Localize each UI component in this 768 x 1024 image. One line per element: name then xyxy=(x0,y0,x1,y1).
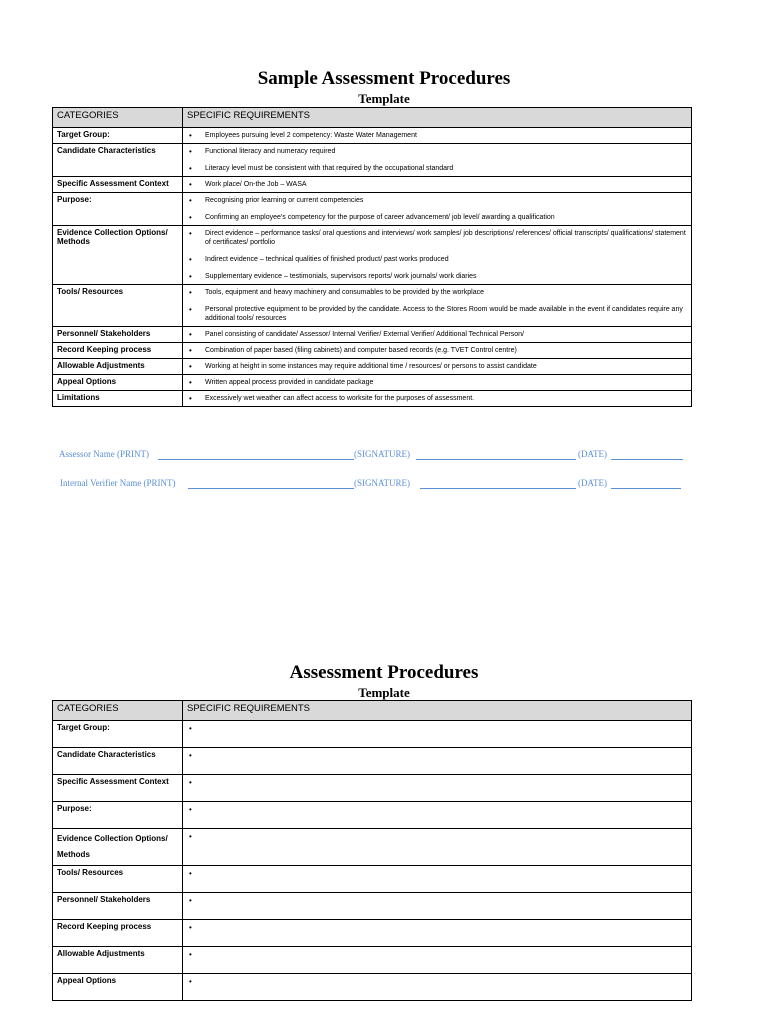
assessor-name-label: Assessor Name (PRINT) xyxy=(59,449,149,459)
table-row xyxy=(53,920,692,947)
blank-procedures-table xyxy=(52,700,692,1001)
verifier-name-field[interactable] xyxy=(188,478,354,489)
requirement-bullet: • Personal protective equipment to be provided by the candidate. Access to the Stores Room would be made available in the event if candidates require any additional tools/ resources xyxy=(187,305,687,323)
table-row xyxy=(53,128,692,144)
category-cell: Purpose: xyxy=(53,802,183,829)
requirements-cell xyxy=(183,177,692,193)
requirements-input-cell[interactable] xyxy=(183,721,692,748)
sample-procedures-table xyxy=(52,107,692,407)
table-row xyxy=(53,893,692,920)
category-cell: Evidence Collection Options/ Methods xyxy=(53,226,183,285)
table-row xyxy=(53,285,692,327)
date-label: (DATE) xyxy=(578,478,607,488)
requirement-bullet: • Tools, equipment and heavy machinery and consumables to be provided by the workplace xyxy=(187,288,687,297)
category-cell: Specific Assessment Context xyxy=(53,775,183,802)
sample-subtitle: Template xyxy=(358,91,410,106)
verifier-name-label: Internal Verifier Name (PRINT) xyxy=(60,478,176,488)
category-cell: Evidence Collection Options/ Methods xyxy=(53,829,183,866)
blank-subtitle: Template xyxy=(358,685,410,700)
assessor-date-field[interactable] xyxy=(611,449,683,460)
category-cell: Specific Assessment Context xyxy=(53,177,183,193)
requirement-bullet: • Supplementary evidence – testimonials, supervisors reports/ work journals/ work diaries xyxy=(187,272,687,281)
category-cell: Candidate Characteristics xyxy=(53,144,183,177)
category-cell: Candidate Characteristics xyxy=(53,748,183,775)
table-row xyxy=(53,177,692,193)
table-row xyxy=(53,375,692,391)
table-row xyxy=(53,193,692,226)
table-row xyxy=(53,144,692,177)
requirement-bullet: • Work place/ On-the Job – WASA xyxy=(187,180,687,189)
category-cell: Personnel/ Stakeholders xyxy=(53,893,183,920)
assessor-name-field[interactable] xyxy=(158,449,354,460)
requirement-bullet: • Functional literacy and numeracy required xyxy=(187,147,687,156)
blank-title: Assessment Procedures xyxy=(289,662,479,683)
category-cell: Allowable Adjustments xyxy=(53,947,183,974)
table-row xyxy=(53,974,692,1001)
requirements-input-cell[interactable] xyxy=(183,802,692,829)
requirements-header: SPECIFIC REQUIREMENTS xyxy=(183,701,692,721)
requirements-input-cell[interactable] xyxy=(183,829,692,866)
sample-title: Sample Assessment Procedures xyxy=(257,68,511,89)
requirements-cell xyxy=(183,375,692,391)
requirements-input-cell[interactable] xyxy=(183,974,692,1001)
category-cell: Target Group: xyxy=(53,721,183,748)
requirements-cell xyxy=(183,285,692,327)
requirements-cell xyxy=(183,359,692,375)
category-cell: Record Keeping process xyxy=(53,920,183,947)
category-cell: Allowable Adjustments xyxy=(53,359,183,375)
requirements-cell xyxy=(183,128,692,144)
requirement-bullet: • Employees pursuing level 2 competency: Waste Water Management xyxy=(187,131,687,140)
requirement-bullet: • Direct evidence – performance tasks/ oral questions and interviews/ work samples/ job descriptions/ references/ official transcripts/ qualifications/ statement of certificates/ portfolio xyxy=(187,229,687,247)
category-cell: Appeal Options xyxy=(53,375,183,391)
date-label: (DATE) xyxy=(578,449,607,459)
requirements-cell xyxy=(183,391,692,407)
category-cell: Appeal Options xyxy=(53,974,183,1001)
verifier-signature-field[interactable] xyxy=(420,478,576,489)
table-row xyxy=(53,829,692,866)
category-cell: Limitations xyxy=(53,391,183,407)
category-cell: Purpose: xyxy=(53,193,183,226)
requirement-bullet: • Recognising prior learning or current competencies xyxy=(187,196,687,205)
requirements-cell xyxy=(183,193,692,226)
category-cell: Tools/ Resources xyxy=(53,285,183,327)
category-cell: Record Keeping process xyxy=(53,343,183,359)
table-row xyxy=(53,359,692,375)
table-row xyxy=(53,866,692,893)
verifier-date-field[interactable] xyxy=(611,478,681,489)
categories-header: CATEGORIES xyxy=(53,701,183,721)
requirements-input-cell[interactable] xyxy=(183,947,692,974)
table-row xyxy=(53,226,692,285)
assessor-signature-line xyxy=(0,449,768,463)
category-cell: Personnel/ Stakeholders xyxy=(53,327,183,343)
requirement-bullet: • Indirect evidence – technical qualities of finished product/ past works produced xyxy=(187,255,687,264)
requirements-input-cell[interactable] xyxy=(183,775,692,802)
table-row xyxy=(53,343,692,359)
signature-label: (SIGNATURE) xyxy=(354,478,410,488)
requirements-input-cell[interactable] xyxy=(183,893,692,920)
requirements-header: SPECIFIC REQUIREMENTS xyxy=(183,108,692,128)
categories-header: CATEGORIES xyxy=(53,108,183,128)
table-row xyxy=(53,802,692,829)
requirements-cell xyxy=(183,144,692,177)
table-row xyxy=(53,391,692,407)
requirement-bullet: • Panel consisting of candidate/ Assessor/ Internal Verifier/ External Verifier/ Additional Technical Person/ xyxy=(187,330,687,339)
assessor-signature-field[interactable] xyxy=(416,449,576,460)
category-cell: Tools/ Resources xyxy=(53,866,183,893)
requirement-bullet: • Literacy level must be consistent with that required by the occupational standard xyxy=(187,164,687,173)
requirement-bullet: • Excessively wet weather can affect access to worksite for the purposes of assessment. xyxy=(187,394,687,403)
table-row xyxy=(53,748,692,775)
signature-label: (SIGNATURE) xyxy=(354,449,410,459)
requirements-cell xyxy=(183,343,692,359)
requirements-cell xyxy=(183,327,692,343)
table-row xyxy=(53,947,692,974)
requirement-bullet: • Working at height in some instances may require additional time / resources/ or persons to assist candidate xyxy=(187,362,687,371)
table-row xyxy=(53,721,692,748)
table-header-row xyxy=(53,701,692,721)
requirements-input-cell[interactable] xyxy=(183,866,692,893)
category-cell: Target Group: xyxy=(53,128,183,144)
requirement-bullet: • Combination of paper based (filing cabinets) and computer based records (e.g. TVET Control centre) xyxy=(187,346,687,355)
verifier-signature-line xyxy=(0,478,768,492)
requirement-bullet: • Confirming an employee’s competency for the purpose of career advancement/ job level/ awarding a qualification xyxy=(187,213,687,222)
requirements-input-cell[interactable] xyxy=(183,920,692,947)
requirement-bullet: • Written appeal process provided in candidate package xyxy=(187,378,687,387)
table-row xyxy=(53,775,692,802)
table-header-row xyxy=(53,108,692,128)
requirements-cell xyxy=(183,226,692,285)
table-row xyxy=(53,327,692,343)
requirements-input-cell[interactable] xyxy=(183,748,692,775)
